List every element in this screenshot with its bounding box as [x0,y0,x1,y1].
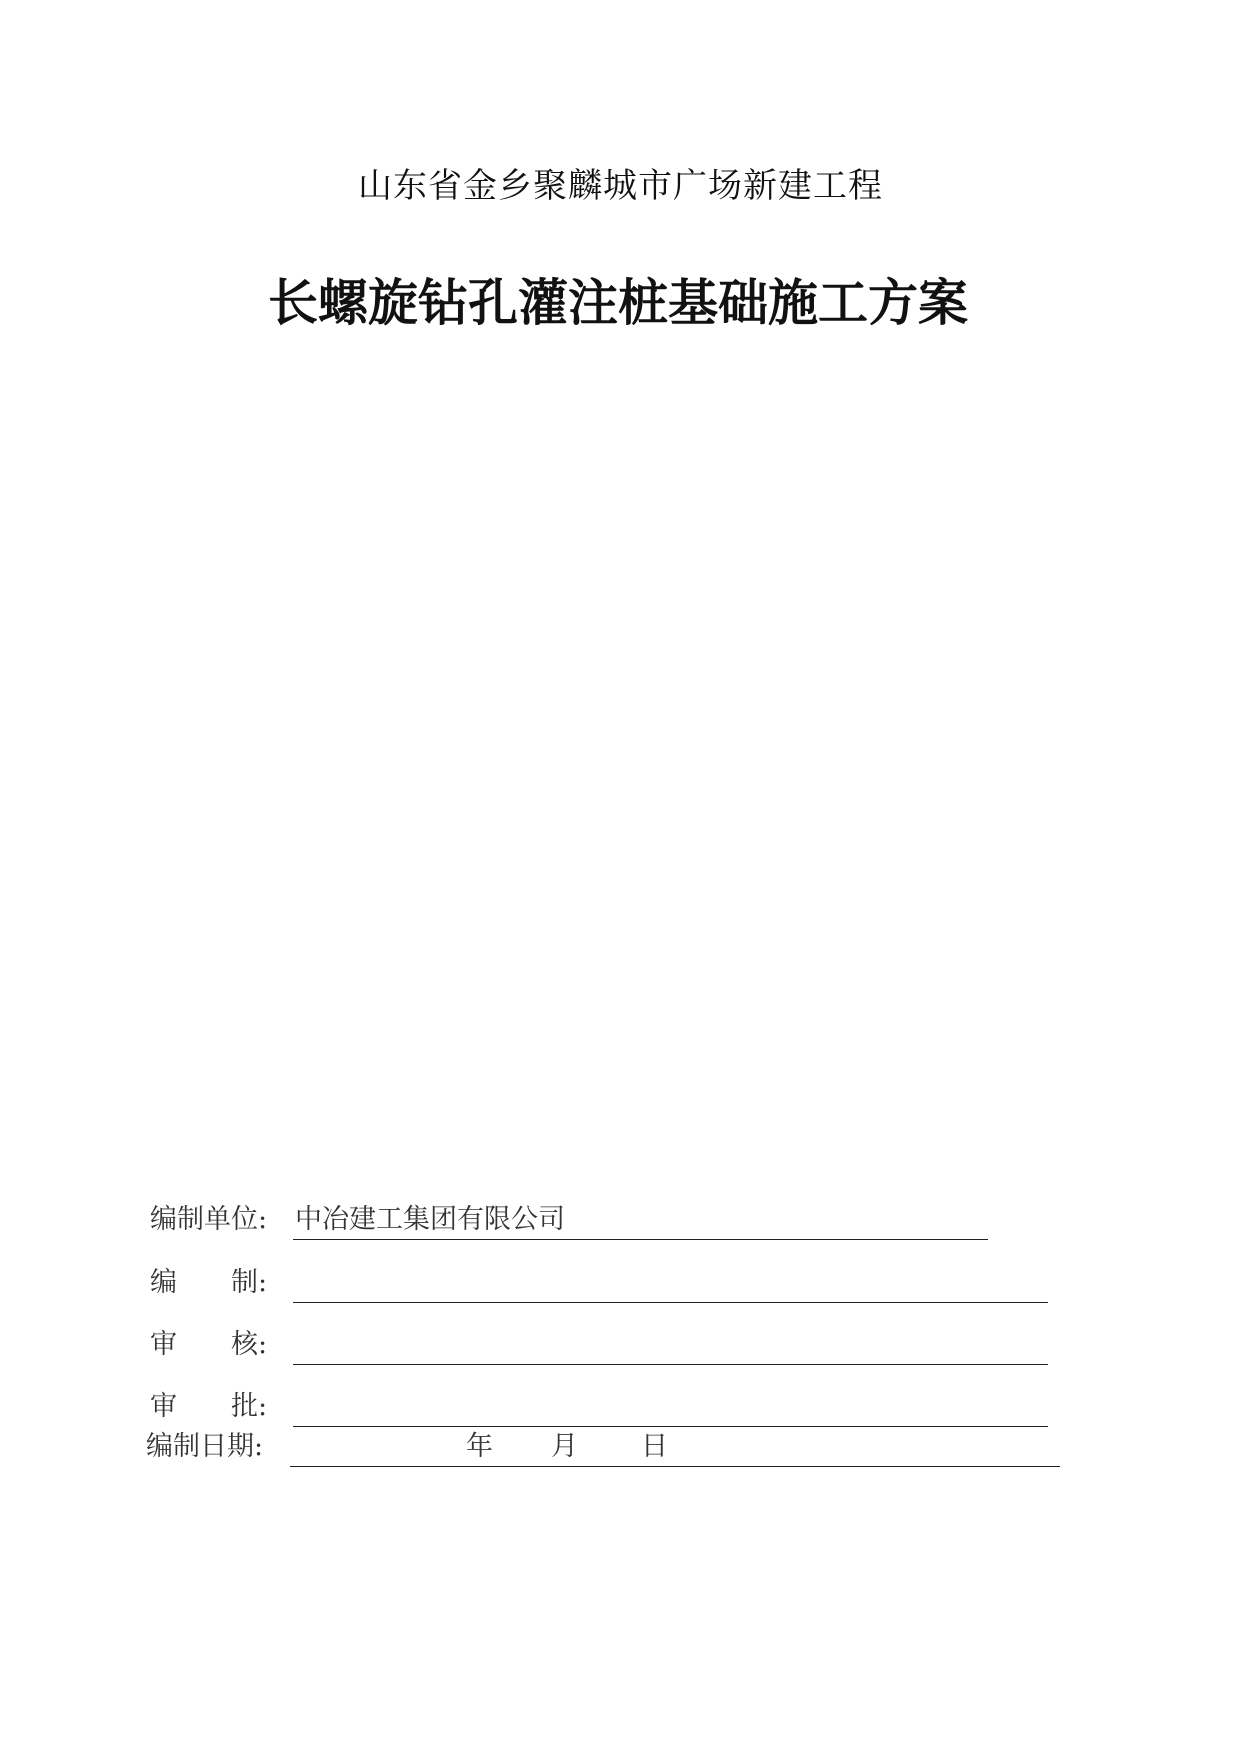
date-day: 日 [641,1431,668,1462]
project-name: 山东省金乡聚麟城市广场新建工程 [358,166,883,206]
unit-row [150,1200,990,1240]
date-label: 编制日期: [146,1431,264,1462]
date-year: 年 [466,1431,493,1462]
unit-label: 编制单位: [150,1204,268,1235]
date-underline [290,1466,1060,1467]
unit-value: 中冶建工集团有限公司 [295,1204,565,1235]
reviewer-label: 审 核: [150,1329,268,1360]
compiler-row [150,1263,1050,1303]
date-month: 月 [551,1431,578,1462]
document-title: 长螺旋钻孔灌注桩基础施工方案 [268,273,968,332]
compiler-underline [293,1302,1048,1303]
approver-row [150,1387,1050,1427]
date-row [146,1427,1066,1467]
approver-label: 审 批: [150,1391,268,1422]
reviewer-underline [293,1364,1048,1365]
compiler-label: 编 制: [150,1267,268,1298]
reviewer-row [150,1325,1050,1365]
unit-underline [293,1239,988,1240]
